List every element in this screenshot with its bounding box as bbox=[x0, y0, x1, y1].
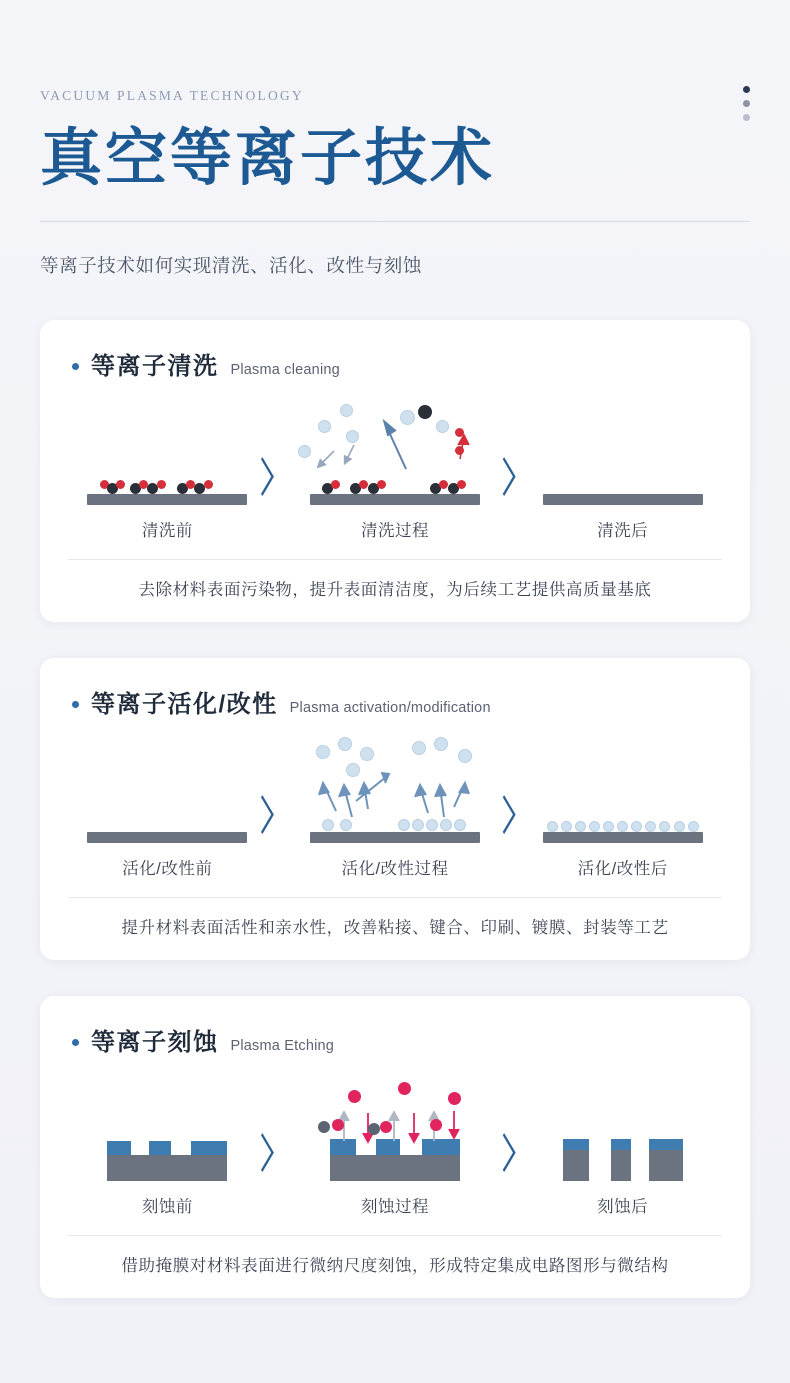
surface-group bbox=[322, 819, 334, 831]
section-card-etching bbox=[40, 996, 750, 1298]
page-header bbox=[0, 0, 790, 278]
stage-label: 刻蚀前 bbox=[141, 1197, 193, 1216]
stage-canvas bbox=[288, 395, 503, 505]
plasma-particle bbox=[434, 737, 448, 751]
diagram-activation bbox=[68, 733, 722, 879]
surface-group bbox=[412, 819, 424, 831]
dot-3 bbox=[743, 114, 750, 121]
stage-before bbox=[74, 733, 261, 879]
stage-process bbox=[288, 395, 503, 541]
section-card-activation bbox=[40, 658, 750, 960]
section-title-cn: 等离子清洗 bbox=[91, 352, 219, 380]
plasma-particle bbox=[458, 749, 472, 763]
section-header bbox=[68, 1022, 722, 1057]
section-header bbox=[68, 346, 722, 381]
surface-group bbox=[426, 819, 438, 831]
contaminant-atom bbox=[116, 480, 125, 489]
substrate-block bbox=[107, 1155, 227, 1181]
surface-group bbox=[617, 821, 628, 832]
sections-container bbox=[40, 320, 750, 1298]
title-divider bbox=[40, 221, 750, 222]
flow-arrow-icon: 〉 bbox=[502, 1132, 530, 1177]
diagram-etching bbox=[68, 1071, 722, 1217]
surface-group bbox=[603, 821, 614, 832]
stage-after bbox=[529, 395, 716, 541]
flow-arrow-icon: 〉 bbox=[260, 794, 288, 839]
bullet-icon bbox=[72, 701, 79, 708]
stage-label: 刻蚀后 bbox=[597, 1197, 649, 1216]
bullet-icon bbox=[72, 1039, 79, 1046]
byproduct-particle bbox=[368, 1123, 380, 1135]
section-caption: 去除材料表面污染物，提升表面清洁度，为后续工艺提供高质量基底 bbox=[68, 559, 722, 600]
section-title-cn: 等离子活化/改性 bbox=[91, 690, 278, 718]
surface-group bbox=[589, 821, 600, 832]
surface-group bbox=[398, 819, 410, 831]
flow-arrow-icon: 〉 bbox=[502, 456, 530, 501]
stage-canvas bbox=[529, 733, 716, 843]
stage-label: 活化/改性后 bbox=[577, 859, 668, 878]
surface-group bbox=[688, 821, 699, 832]
contaminant-atom bbox=[359, 480, 368, 489]
mask-block bbox=[611, 1139, 631, 1150]
decorative-dots bbox=[743, 86, 750, 121]
stage-process bbox=[288, 1071, 503, 1217]
surface-group bbox=[454, 819, 466, 831]
stage-label: 活化/改性前 bbox=[122, 859, 213, 878]
surface-group bbox=[659, 821, 670, 832]
ion-particle bbox=[348, 1090, 361, 1103]
contaminant-atom bbox=[204, 480, 213, 489]
section-header bbox=[68, 684, 722, 719]
section-title-cn: 等离子刻蚀 bbox=[91, 1028, 219, 1056]
plasma-particle bbox=[316, 745, 330, 759]
stage-after bbox=[529, 733, 716, 879]
surface-group bbox=[440, 819, 452, 831]
plasma-particle bbox=[412, 741, 426, 755]
dot-2 bbox=[743, 100, 750, 107]
flow-arrow-icon: 〉 bbox=[502, 794, 530, 839]
substrate-bar bbox=[87, 832, 247, 843]
stage-label: 清洗后 bbox=[597, 521, 649, 540]
contaminant-atom bbox=[457, 480, 466, 489]
stage-after bbox=[529, 1071, 716, 1217]
surface-group bbox=[674, 821, 685, 832]
dot-1 bbox=[743, 86, 750, 93]
section-caption: 借助掩膜对材料表面进行微纳尺度刻蚀，形成特定集成电路图形与微结构 bbox=[68, 1235, 722, 1276]
mask-block bbox=[107, 1141, 131, 1155]
page-subtitle: 等离子技术如何实现清洗、活化、改性与刻蚀 bbox=[40, 254, 423, 276]
section-card-cleaning bbox=[40, 320, 750, 622]
plasma-particle bbox=[338, 737, 352, 751]
etched-structure bbox=[563, 1139, 683, 1181]
section-title-en: Plasma Etching bbox=[230, 1037, 335, 1054]
surface-group bbox=[340, 819, 352, 831]
section-title-en: Plasma cleaning bbox=[230, 361, 340, 378]
substrate-bar bbox=[543, 494, 703, 505]
stage-canvas bbox=[529, 1071, 716, 1181]
surface-group bbox=[575, 821, 586, 832]
contaminant-atom bbox=[377, 480, 386, 489]
plasma-particle bbox=[346, 763, 360, 777]
stage-label: 刻蚀过程 bbox=[361, 1197, 429, 1216]
mask-block bbox=[149, 1141, 171, 1155]
diagram-cleaning bbox=[68, 395, 722, 541]
section-caption: 提升材料表面活性和亲水性，改善粘接、键合、印刷、镀膜、封装等工艺 bbox=[68, 897, 722, 938]
contaminant-atom bbox=[331, 480, 340, 489]
surface-group bbox=[645, 821, 656, 832]
ion-particle bbox=[398, 1082, 411, 1095]
flow-arrow-icon: 〉 bbox=[260, 456, 288, 501]
functional-groups-row bbox=[543, 821, 703, 832]
contaminant-atom bbox=[157, 480, 166, 489]
substrate-bar bbox=[543, 832, 703, 843]
eyebrow-text: VACUUM PLASMA TECHNOLOGY bbox=[40, 88, 304, 103]
stage-canvas bbox=[288, 733, 503, 843]
stage-canvas bbox=[74, 733, 261, 843]
stage-canvas bbox=[288, 1071, 503, 1181]
mask-row bbox=[107, 1141, 227, 1155]
byproduct-particle bbox=[318, 1121, 330, 1133]
stage-before bbox=[74, 395, 261, 541]
flow-arrow-icon: 〉 bbox=[260, 1132, 288, 1177]
stage-before bbox=[74, 1071, 261, 1217]
stage-canvas bbox=[74, 395, 261, 505]
stage-process bbox=[288, 733, 503, 879]
section-title-en: Plasma activation/modification bbox=[289, 699, 491, 716]
contaminant-atom bbox=[439, 480, 448, 489]
mask-block bbox=[563, 1139, 589, 1150]
plasma-particle bbox=[360, 747, 374, 761]
mask-block bbox=[191, 1141, 227, 1155]
surface-group bbox=[547, 821, 558, 832]
substrate-bar bbox=[87, 494, 247, 505]
stage-label: 清洗过程 bbox=[361, 521, 429, 540]
bullet-icon bbox=[72, 363, 79, 370]
surface-group bbox=[631, 821, 642, 832]
stage-canvas bbox=[529, 395, 716, 505]
stage-canvas bbox=[74, 1071, 261, 1181]
ion-particle bbox=[448, 1092, 461, 1105]
stage-label: 清洗前 bbox=[141, 521, 193, 540]
page-title: 真空等离子技术 bbox=[40, 125, 496, 193]
ion-particle bbox=[332, 1119, 344, 1131]
surface-group bbox=[561, 821, 572, 832]
mask-block bbox=[649, 1139, 683, 1150]
ion-particle bbox=[380, 1121, 392, 1133]
stage-label: 活化/改性过程 bbox=[341, 859, 449, 878]
ion-particle bbox=[430, 1119, 442, 1131]
